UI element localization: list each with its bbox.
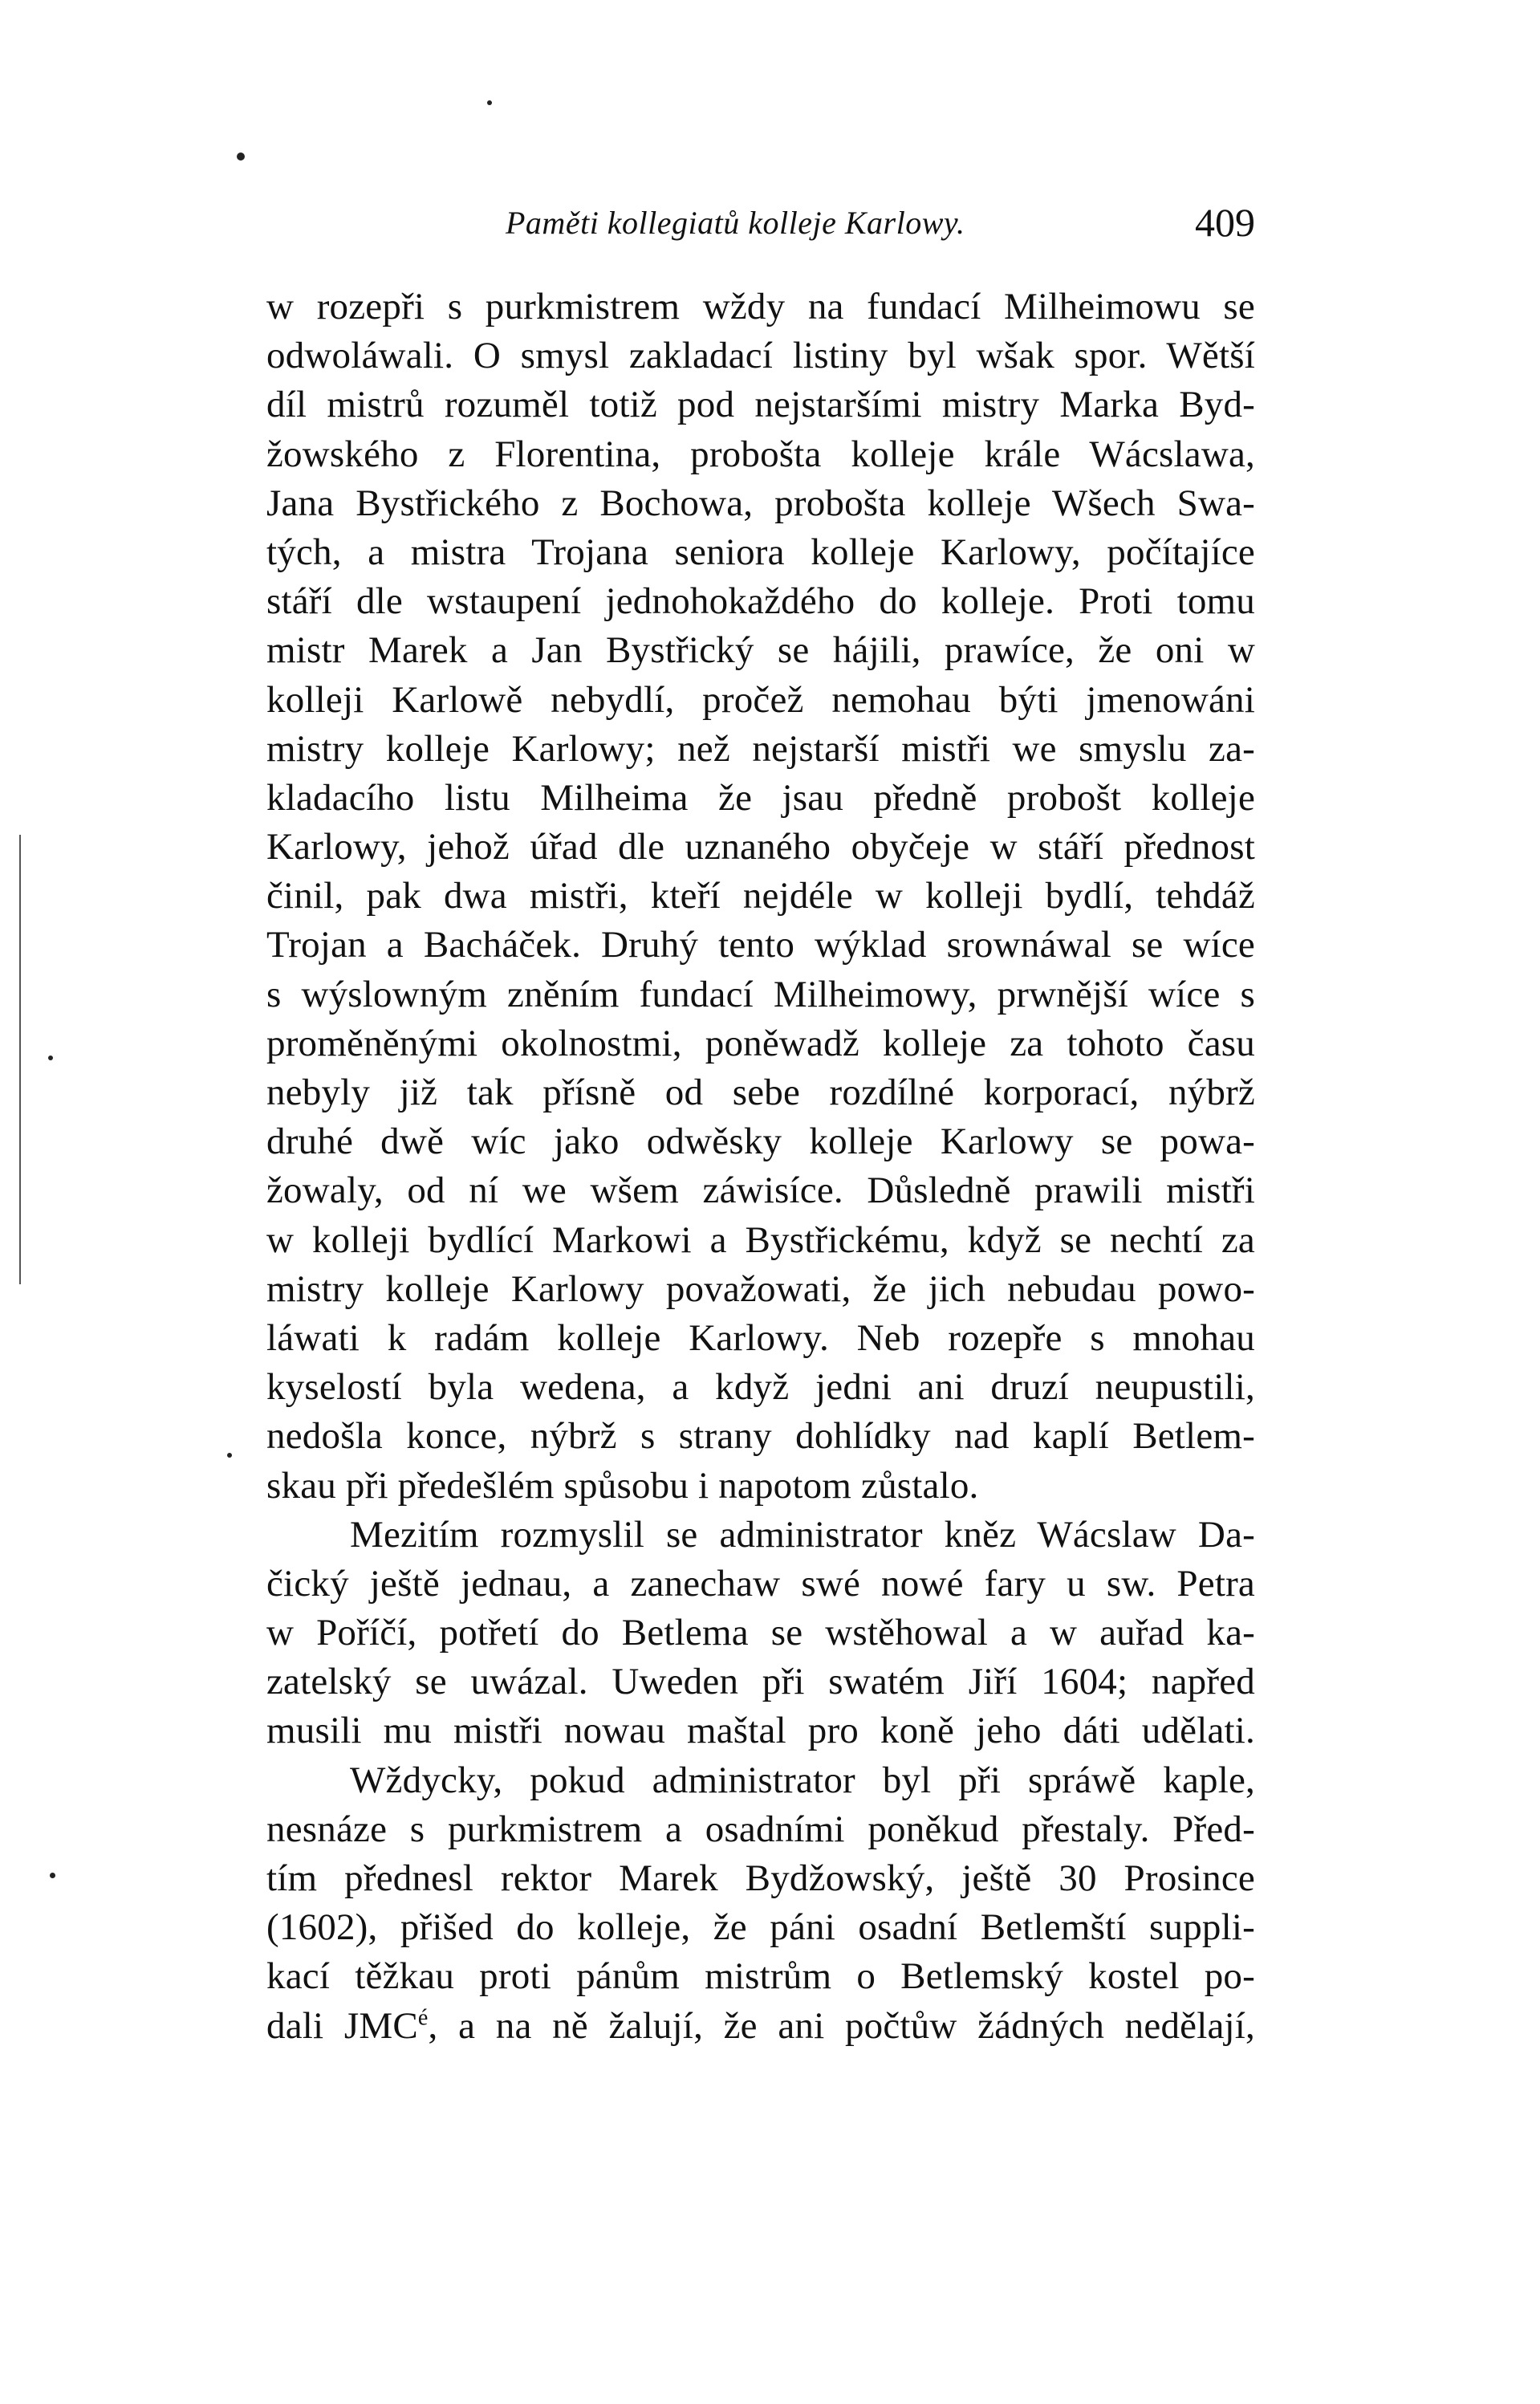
text-line: tím přednesl rektor Marek Bydžowský, ještě 30 Prosince: [266, 1857, 1255, 1899]
text-line: stáří dle wstaupení jednohokaždého do kolleje. Proti tomu: [266, 580, 1255, 623]
text-line: žowského z Florentina, probošta kolleje krále Wácslawa,: [266, 433, 1255, 475]
scan-speck: [237, 153, 245, 161]
paragraph-1: [266, 283, 1255, 1511]
text-line: skau při předešlém spůsobu i napotom zůstalo.: [266, 1464, 979, 1507]
page-number: 409: [1195, 200, 1255, 245]
scan-speck: [227, 1453, 232, 1458]
text-line: nedošla konce, nýbrž s strany dohlídky nad kaplí Betlem-: [266, 1415, 1255, 1458]
text-line: zatelský se uwázal. Uweden při swatém Jiří 1604; napřed: [266, 1661, 1255, 1703]
text-line: kací těžkau proti pánům mistrům o Betlemský kostel po-: [266, 1955, 1255, 1998]
text-line: (1602), přišed do kolleje, že páni osadní Betlemští suppli-: [266, 1906, 1255, 1949]
text-line-final: [266, 2002, 1255, 2051]
text-line: Mezitím rozmyslil se administrator kněz Wácslaw Da-: [350, 1513, 1255, 1556]
text-line: kladacího listu Milheima že jsau předně probošt kolleje: [266, 776, 1255, 819]
running-head: [266, 199, 1255, 255]
text-line: Wždycky, pokud administrator byl při spráwě kaple,: [350, 1759, 1255, 1801]
text-line: činil, pak dwa mistři, kteří nejdéle w kolleji bydlí, tehdáž: [266, 875, 1255, 917]
text-line: žowaly, od ní we wšem záwisíce. Důsledně prawili mistři: [266, 1169, 1255, 1212]
text-line: mistry kolleje Karlowy; než nejstarší mistři we smyslu za-: [266, 727, 1255, 770]
text-line: mistry kolleje Karlowy považowati, že jich nebudau powo-: [266, 1267, 1255, 1310]
text-line: mistr Marek a Jan Bystřický se hájili, prawíce, že oni w: [266, 629, 1255, 672]
text-line: druhé dwě wíc jako odwěsky kolleje Karlowy se powa-: [266, 1121, 1255, 1163]
superscript-abbreviation: é: [417, 2004, 429, 2030]
scan-speck: [48, 1056, 53, 1060]
text-fragment: , a na ně žalují, že ani počtůw žádných nedělají,: [428, 2004, 1255, 2047]
text-line: díl mistrů rozuměl totiž pod nejstaršími mistry Marka Byd-: [266, 384, 1255, 426]
text-line: Jana Bystřického z Bochowa, probošta kolleje Wšech Swa-: [266, 482, 1255, 524]
text-line: kyselostí byla wedena, a když jedni ani druzí neupustili,: [266, 1366, 1255, 1409]
scan-speck: [50, 1873, 55, 1878]
paragraph-3: [266, 1756, 1255, 2051]
text-fragment: dali JMC: [266, 2004, 418, 2047]
binding-line: [19, 835, 21, 1284]
text-line: musili mu mistři nowau maštal pro koně jeho dáti udělati.: [266, 1710, 1255, 1752]
text-line: nesnáze s purkmistrem a osadními poněkud přestaly. Před-: [266, 1808, 1255, 1850]
text-line: odwoláwali. O smysl zakladací listiny byl wšak spor. Wětší: [266, 335, 1255, 377]
text-line: w kolleji bydlící Markowi a Bystřickému, když se nechtí za: [266, 1218, 1255, 1261]
text-line: nebyly již tak přísně od sebe rozdílné korporací, nýbrž: [266, 1072, 1255, 1113]
text-line: Trojan a Bacháček. Druhý tento wýklad srownáwal se wíce: [266, 924, 1255, 966]
text-line: w Poříčí, potřetí do Betlema se wstěhowal a w auřad ka-: [266, 1612, 1255, 1654]
text-line: láwati k radám kolleje Karlowy. Neb rozepře s mnohau: [266, 1316, 1255, 1359]
body-text: [266, 283, 1255, 2051]
text-line: tých, a mistra Trojana seniora kolleje Karlowy, počítajíce: [266, 531, 1255, 573]
text-line: Karlowy, jehož úřad dle uznaného obyčeje w stáří přednost: [266, 826, 1255, 868]
text-line: s wýslowným zněním fundací Milheimowy, prwnější wíce s: [266, 973, 1255, 1015]
scan-speck: [487, 100, 492, 105]
text-line: w rozepři s purkmistrem wždy na fundací Milheimowu se: [266, 286, 1255, 327]
text-line: proměněnými okolnostmi, poněwadž kolleje za tohoto času: [266, 1022, 1255, 1064]
text-line: kolleji Karlowě nebydlí, pročež nemohau býti jmenowáni: [266, 678, 1255, 721]
text-line: čický ještě jednau, a zanechaw swé nowé fary u sw. Petra: [266, 1562, 1255, 1605]
running-head-title: Paměti kollegiatů kolleje Karlowy.: [506, 205, 965, 241]
paragraph-2: [266, 1511, 1255, 1756]
